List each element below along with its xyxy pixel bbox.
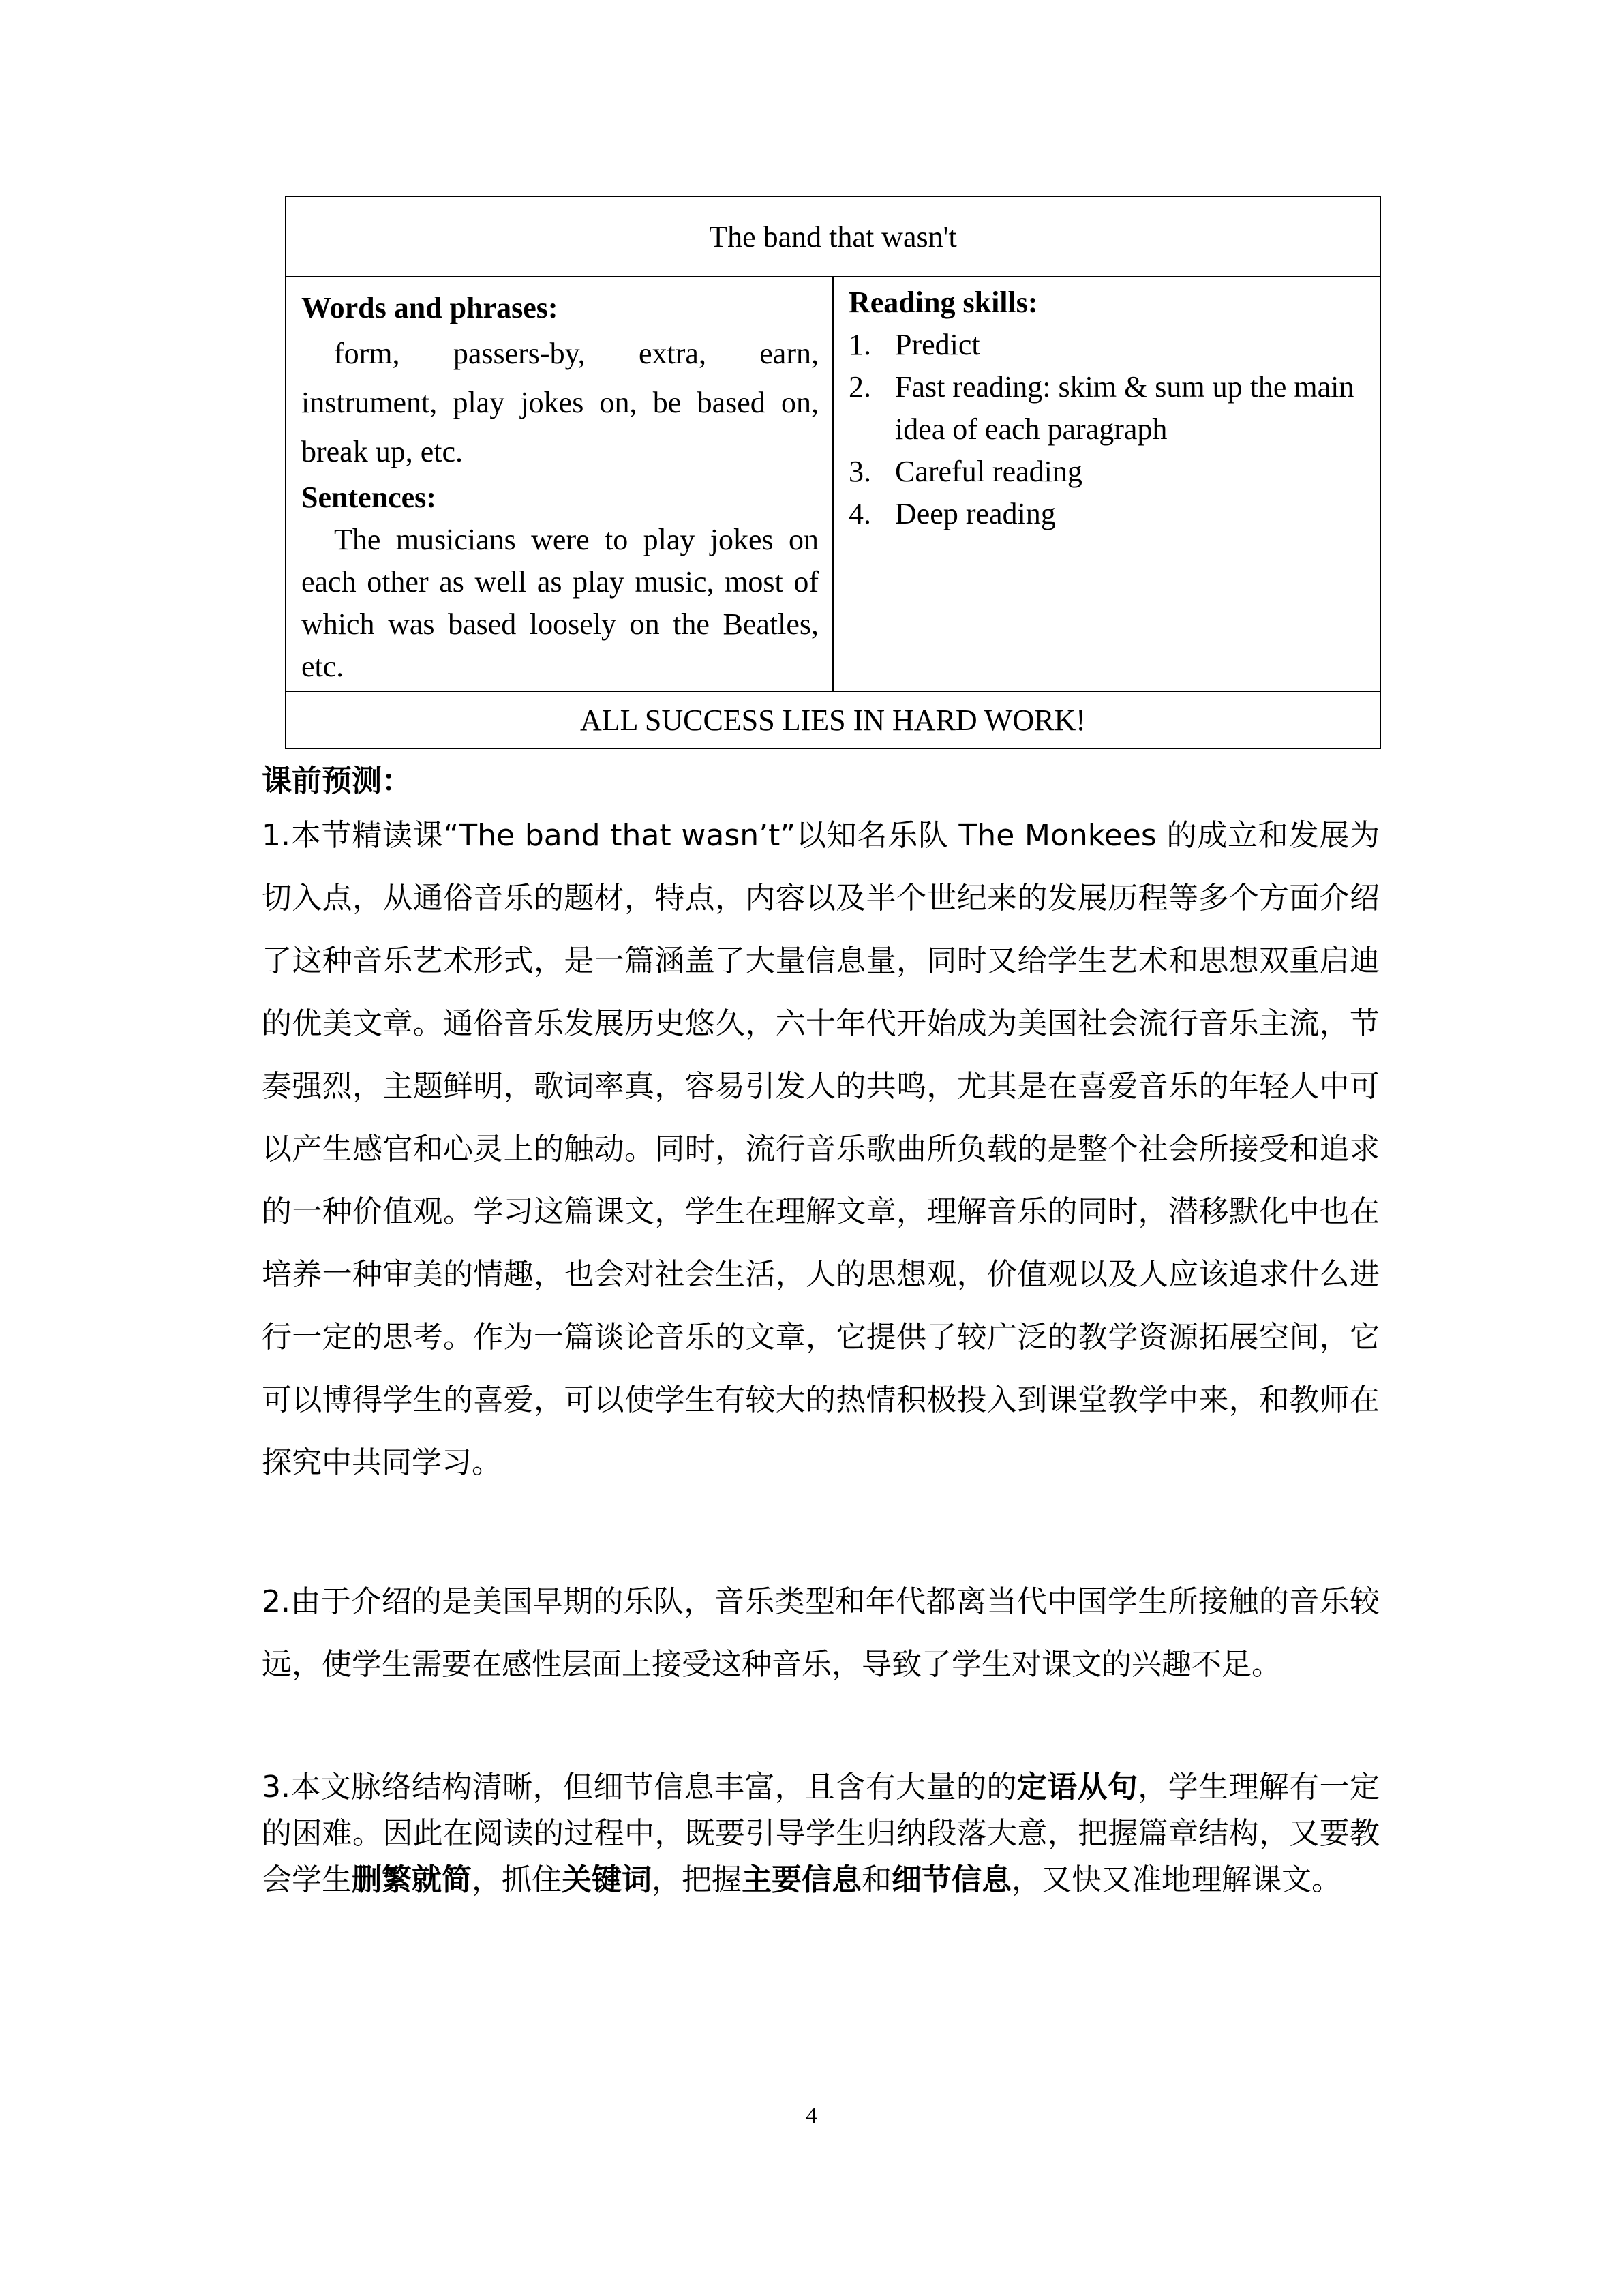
sentences-heading: Sentences: — [301, 481, 436, 514]
preview-paragraph-2: 2.由于介绍的是美国早期的乐队，音乐类型和年代都离当代中国学生所接触的音乐较远，使学生需要在感性层面上接受这种音乐，导致了学生对课文的兴趣不足。 — [262, 1584, 1380, 1682]
lesson-overview-table — [285, 196, 1381, 749]
keyword-detail-info: 细节信息 — [892, 1862, 1012, 1897]
keyword-simplify: 删繁就简 — [352, 1862, 472, 1897]
words-list: form, passers-by, extra, earn, instrument, play jokes on, be based on, break up, etc. — [301, 337, 819, 468]
motto: ALL SUCCESS LIES IN HARD WORK! — [286, 691, 1380, 749]
list-item: 1. Predict — [849, 328, 980, 361]
words-and-sentences-cell — [286, 277, 833, 691]
list-item: 4. Deep reading — [849, 497, 1056, 530]
page-number: 4 — [806, 2103, 817, 2128]
list-item: 2. Fast reading: skim & sum up the main idea of each paragraph — [849, 370, 1354, 446]
skills-list — [849, 324, 1366, 535]
keyword-main-info: 主要信息 — [742, 1862, 862, 1897]
lesson-title: The band that wasn't — [286, 196, 1380, 277]
preview-paragraph-3: 3.本文脉络结构清晰，但细节信息丰富，且含有大量的的定语从句，学生理解有一定的困难。因此在阅读的过程中，既要引导学生归纳段落大意，把握篇章结构，又要教会学生删繁就简，抓住关键词，把握主要信息和细节信息，又快又准地理解课文。 — [262, 1770, 1380, 1897]
reading-skills-cell — [833, 277, 1380, 691]
keyword-attributive-clause: 定语从句 — [1016, 1770, 1138, 1804]
words-heading: Words and phrases: — [301, 291, 558, 324]
preview-heading: 课前预测： — [262, 764, 412, 798]
preview-paragraph-1: 1.本节精读课“The band that wasn’t”以知名乐队 The Monkees 的成立和发展为切入点，从通俗音乐的题材，特点，内容以及半个世纪来的发展历程等多个方面介绍了这种音乐艺术形式，是一篇涵盖了大量信息量，同时又给学生艺术和思想双重启迪的优美文章。通俗音乐发展历史悠久，六十年代开始成为美国社会流行音乐主流，节奏强烈，主题鲜明，歌词率真，容易引发人的共鸣，尤其是在喜爱音乐的年轻人中可以产生感官和心灵上的触动。同时，流行音乐歌曲所负载的是整个社会所接受和追求的一种价值观。学习这篇课文，学生在理解文章，理解音乐的同时，潜移默化中也在培养一种审美的情趣，也会对社会生活，人的思想观，价值观以及人应该追求什么进行一定的思考。作为一篇谈论音乐的文章，它提供了较广泛的教学资源拓展空间，它可以博得学生的喜爱，可以使学生有较大的热情积极投入到课堂教学中来，和教师在探究中共同学习。 — [262, 818, 1380, 1480]
skills-heading: Reading skills: — [849, 286, 1038, 319]
sentences-text: The musicians were to play jokes on each other as well as play music, most of which was based loosely on the Beatles, etc. — [301, 523, 819, 683]
list-item: 3. Careful reading — [849, 455, 1082, 488]
keyword-keywords: 关键词 — [562, 1862, 652, 1897]
